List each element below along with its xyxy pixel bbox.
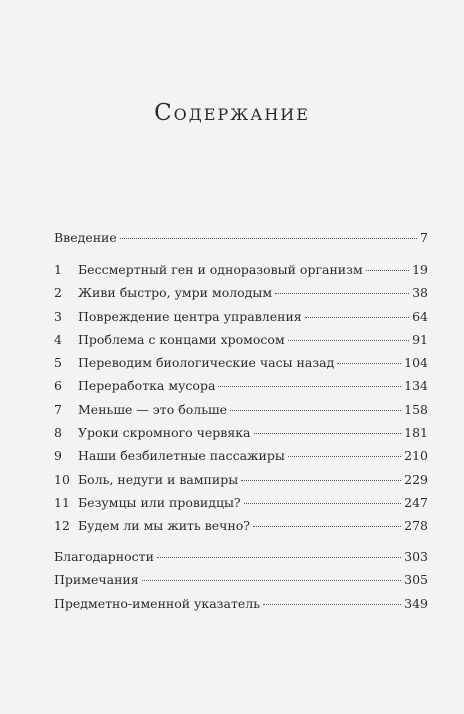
toc-intro: [54, 230, 428, 253]
toc-chapter-entry: [54, 518, 428, 541]
chapter-title: Бессмертный ген и одноразовый организм: [78, 262, 363, 277]
toc-chapter-entry: [54, 355, 428, 378]
chapter-title: Боль, недуги и вампиры: [78, 471, 239, 487]
toc-chapter-entry: [54, 262, 428, 285]
toc-chapter-entry: [54, 425, 428, 448]
toc-entry-label: Примечания: [54, 572, 139, 588]
page-title: Содержание: [154, 100, 310, 126]
chapter-title: Наши безбилетные пассажиры: [78, 448, 285, 464]
chapter-title: Уроки скромного червяка: [78, 425, 251, 441]
chapter-number: 10: [54, 471, 70, 487]
toc-entry-page: 305: [404, 572, 428, 588]
chapter-page: 38: [412, 285, 428, 301]
dot-leader: [230, 410, 401, 411]
toc-entry: [54, 596, 428, 619]
chapter-page: 181: [404, 425, 428, 441]
dot-leader: [142, 580, 402, 581]
chapter-title: Повреждение центра управления: [78, 308, 302, 324]
toc-chapters: [54, 262, 428, 542]
toc-chapter-entry: [54, 332, 428, 355]
chapter-page: 229: [404, 471, 428, 487]
chapter-title: Переработка мусора: [78, 378, 216, 394]
chapter-title: Переводим биологические часы назад: [78, 355, 335, 371]
toc-entry-label: Введение: [54, 230, 117, 245]
chapter-page: 278: [404, 518, 428, 534]
toc-entry: [54, 230, 428, 253]
chapter-number: 9: [54, 448, 62, 464]
dot-leader: [305, 317, 409, 318]
chapter-page: 64: [412, 308, 428, 324]
toc-entry-label: Предметно-именной указатель: [54, 595, 261, 611]
toc-entry: [54, 549, 428, 572]
chapter-number: 6: [54, 378, 62, 394]
toc-chapter-entry: [54, 448, 428, 471]
chapter-number: 1: [54, 262, 62, 277]
dot-leader: [275, 293, 409, 294]
toc-chapter-entry: [54, 285, 428, 308]
toc-chapter-entry: [54, 495, 428, 518]
chapter-title: Проблема с концами хромосом: [78, 331, 285, 347]
dot-leader: [253, 526, 401, 527]
chapter-page: 247: [404, 494, 428, 510]
toc-entry-page: 7: [420, 230, 428, 245]
dot-leader: [120, 238, 417, 239]
chapter-page: 210: [404, 448, 428, 464]
chapter-number: 7: [54, 401, 62, 417]
chapter-page: 158: [404, 401, 428, 417]
dot-leader: [244, 503, 402, 504]
chapter-title: Будем ли мы жить вечно?: [78, 518, 251, 534]
dot-leader: [263, 604, 401, 605]
dot-leader: [366, 270, 409, 271]
chapter-title: Живи быстро, умри молодым: [78, 285, 273, 301]
chapter-number: 12: [54, 518, 70, 534]
dot-leader: [157, 557, 401, 558]
dot-leader: [218, 386, 401, 387]
chapter-page: 134: [404, 378, 428, 394]
chapter-title: Безумцы или провидцы?: [78, 494, 241, 510]
toc-chapter-entry: [54, 472, 428, 495]
toc-entry-label: Благодарности: [54, 549, 154, 564]
dot-leader: [337, 363, 401, 364]
chapter-number: 5: [54, 355, 62, 371]
toc-entry: [54, 572, 428, 595]
dot-leader: [288, 456, 401, 457]
chapter-page: 19: [412, 262, 428, 277]
chapter-title: Меньше — это больше: [78, 401, 228, 417]
chapter-number: 8: [54, 425, 62, 441]
chapter-number: 4: [54, 331, 62, 347]
chapter-page: 91: [412, 331, 428, 347]
toc-chapter-entry: [54, 402, 428, 425]
toc-entry-page: 349: [404, 595, 428, 611]
chapter-number: 11: [54, 494, 70, 510]
chapter-number: 3: [54, 308, 62, 324]
toc-chapter-entry: [54, 309, 428, 332]
toc-chapter-entry: [54, 378, 428, 401]
chapter-page: 104: [404, 355, 428, 371]
dot-leader: [241, 480, 401, 481]
toc-entry-page: 303: [404, 549, 428, 564]
toc-back-matter: [54, 549, 428, 619]
dot-leader: [288, 340, 409, 341]
dot-leader: [254, 433, 402, 434]
chapter-number: 2: [54, 285, 62, 301]
